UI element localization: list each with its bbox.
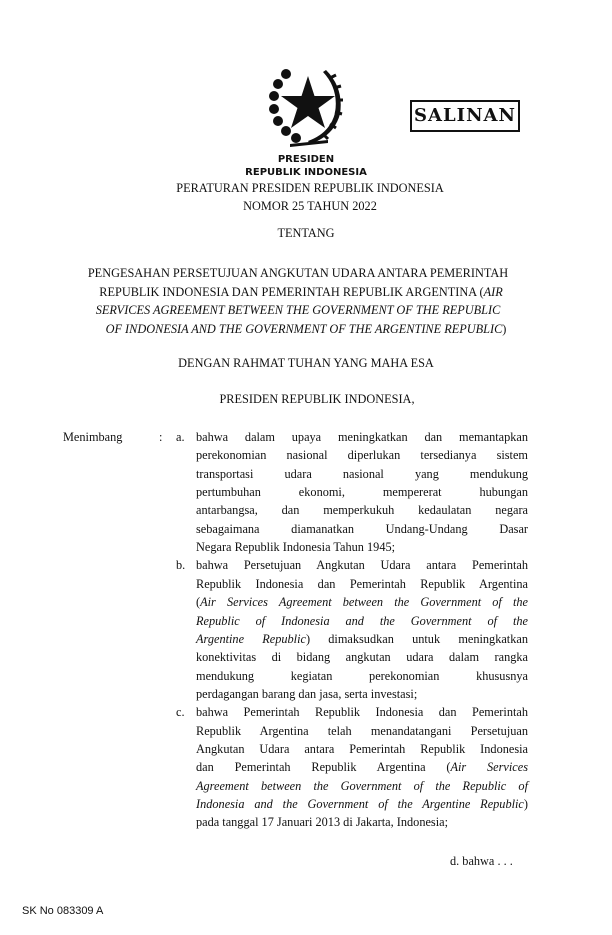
item-marker: b. [176,558,186,573]
subject-line [58,303,538,317]
president-heading: PRESIDEN REPUBLIK INDONESIA, [219,392,415,406]
text-segment: bahwa Pemerintah Republik Indonesia dan Pemerintah [196,705,528,720]
text-segment: ) [523,797,528,811]
text-segment: Angkutan Udara antara Pemerintah Republik Indonesia [196,741,528,756]
text-segment: pertumbuhan ekonomi, mempererat hubungan [196,485,528,500]
item-line [196,448,528,462]
presidential-seal-emblem [268,64,348,148]
text-segment: ) [502,321,507,336]
continuation-text: d. bahwa . . . [450,854,513,868]
text-segment: Indonesia and the Government of the Argentine Republic [196,797,524,811]
text-segment: bahwa Persetujuan Angkutan Udara antara Pemerintah [196,558,528,573]
regulation-number: NOMOR 25 TAHUN 2022 [243,199,377,213]
considering-label: Menimbang [63,430,123,444]
header-republic: REPUBLIK INDONESIA [245,167,367,178]
item-line [196,595,528,609]
text-segment: OF INDONESIA AND THE GOVERNMENT OF THE ARGENTINE REPUBLIC [105,321,503,336]
text-segment: Negara Republik Indonesia Tahun 1945; [196,540,396,555]
item-line [196,779,528,793]
header-president: PRESIDEN [277,154,335,165]
item-line [196,558,528,572]
text-segment: bahwa dalam upaya meningkatkan dan memantapkan [196,430,528,444]
item-line [196,632,528,646]
item-line [196,687,528,701]
text-segment: SERVICES AGREEMENT BETWEEN THE GOVERNMENT OF THE REPUBLIC [95,303,501,317]
item-line [196,669,528,683]
subject-line [76,322,536,336]
text-segment: REPUBLIK INDONESIA DAN PEMERINTAH REPUBLIK ARGENTINA ( [99,284,484,299]
item-marker: a. [176,430,185,444]
item-line [196,797,528,811]
text-segment: Argentine Republic [196,631,306,646]
item-line [196,705,528,719]
subject-line [66,285,536,299]
item-line [196,650,528,664]
text-segment: pada tanggal 17 Januari 2013 di Jakarta, Indonesia; [196,815,449,830]
item-line [196,577,528,591]
text-segment: konektivitas di bidang angkutan udara dalam rangka [196,650,528,665]
text-segment: antarbangsa, dan memperkukuh kedaulatan negara [196,503,528,518]
item-line [196,522,528,536]
item-line [196,540,528,554]
item-line [196,742,528,756]
item-line [196,503,528,517]
text-segment: dan Pemerintah Republik Argentina ( [196,760,451,775]
blessing: DENGAN RAHMAT TUHAN YANG MAHA ESA [178,356,434,370]
item-line [196,430,528,444]
subject-line [58,266,538,280]
item-line [196,485,528,499]
text-segment: PENGESAHAN PERSETUJUAN ANGKUTAN UDARA ANTARA PEMERINTAH [87,266,509,280]
regulation-title: PERATURAN PRESIDEN REPUBLIK INDONESIA [176,181,444,195]
text-segment: Agreement between the Government of the Republic of [196,778,528,793]
text-segment: transportasi udara nasional yang mendukung [196,466,528,481]
considering-colon: : [159,430,163,444]
text-segment: perdagangan barang dan jasa, serta investasi; [196,686,418,701]
text-segment: ( [196,595,201,610]
text-segment: Air Services Agreement between the Government of the [200,595,528,610]
text-segment: Republik Argentina telah menandatangani Persetujuan [196,723,528,738]
item-line [196,724,528,738]
footer-code: SK No 083309 A [22,905,104,917]
item-line [196,815,528,829]
text-segment: perekonomian nasional diperlukan tersedianya sistem [196,448,528,463]
text-segment: Air Services [450,760,528,775]
text-segment: mendukung kegiatan perekonomian khususnya [196,668,528,683]
item-line [196,760,528,774]
text-segment: AIR [483,284,503,299]
copy-stamp: SALINAN [410,100,520,132]
regulation-about: TENTANG [277,226,335,240]
text-segment: sebagaimana diamanatkan Undang-Undang Dasar [196,521,528,536]
item-line [196,614,528,628]
text-segment: Republik Indonesia dan Pemerintah Republik Argentina [196,576,528,591]
text-segment: ) dimaksudkan untuk meningkatkan [305,631,528,646]
item-marker: c. [176,705,185,720]
item-line [196,467,528,481]
text-segment: Republic of Indonesia and the Government of the [196,613,528,628]
